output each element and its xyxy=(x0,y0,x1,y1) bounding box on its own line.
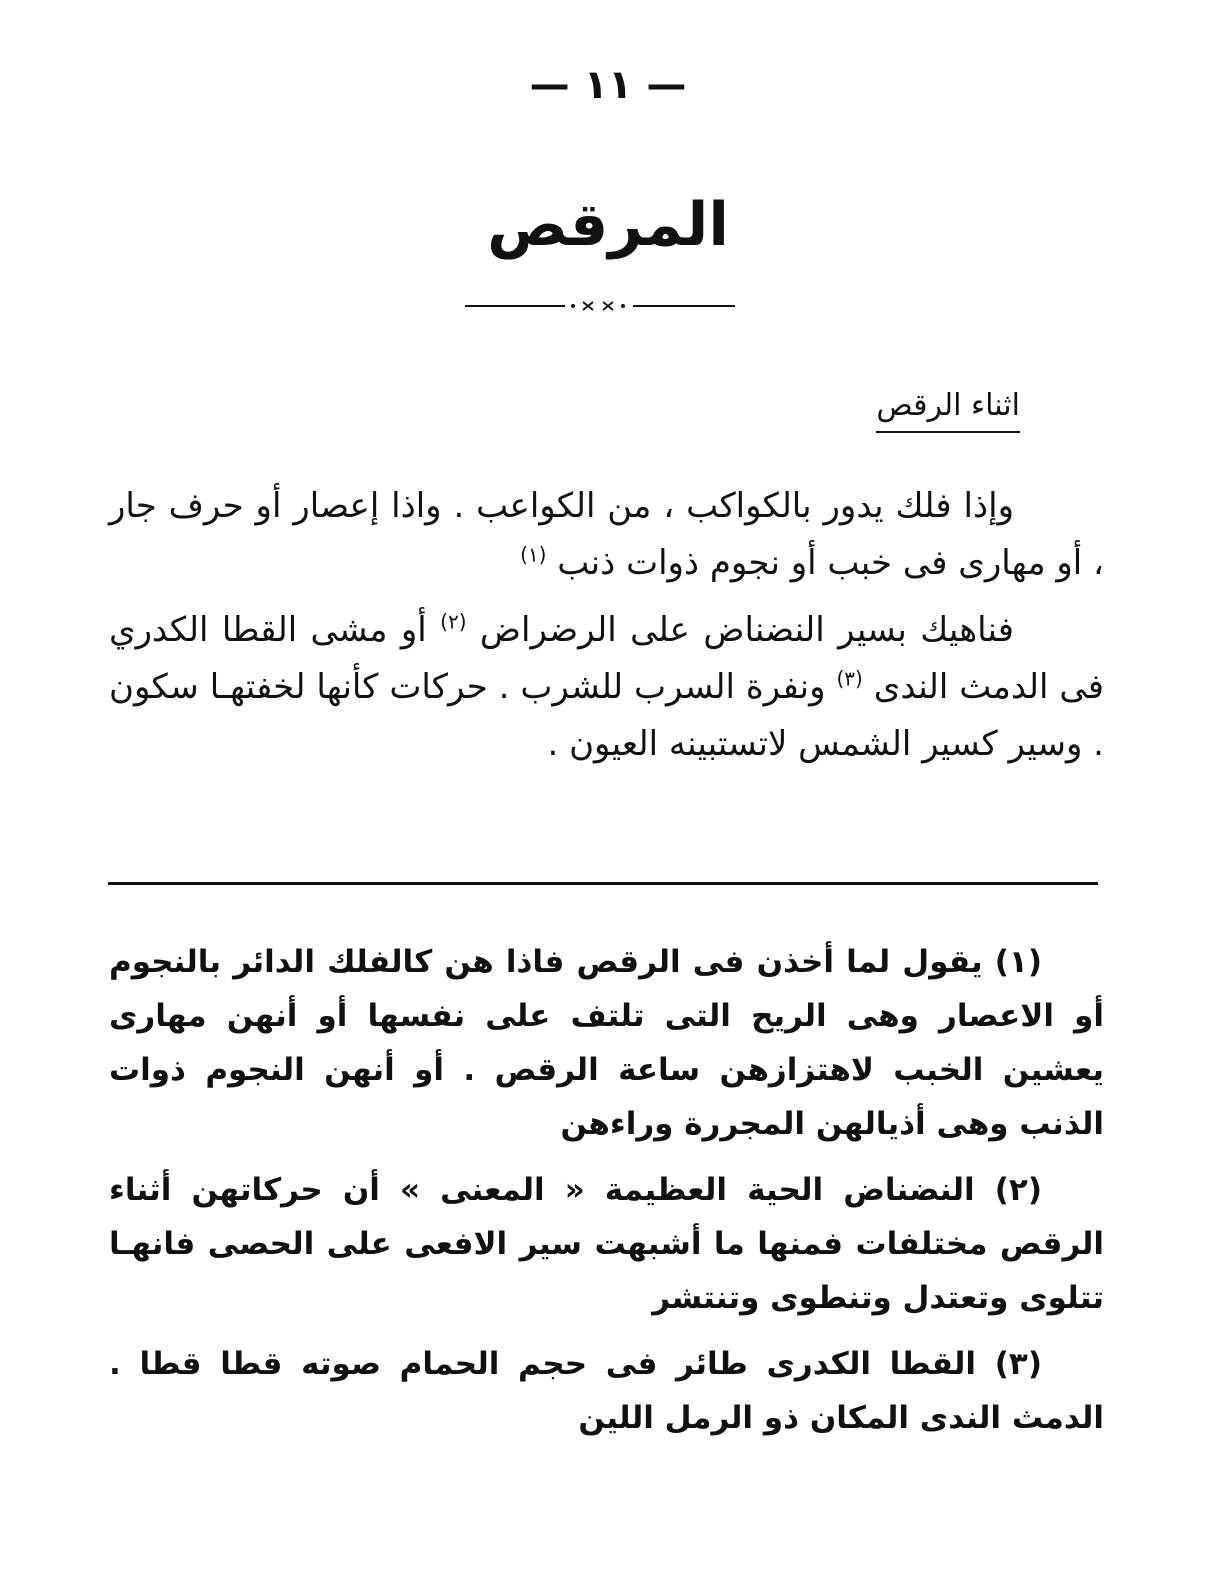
page-number: — ١١ — xyxy=(529,62,687,108)
footnote-ref-2: (٢) xyxy=(440,609,467,634)
stanza-text-continued: أو مشى القطا xyxy=(221,610,441,650)
footnote-ref-3: (٣) xyxy=(836,666,863,691)
footnote-3: (٣) القطا الكدرى طائر فى حجم الحمام صوته قطا قطا . الدمث الندى المكان ذو الرمل اللين xyxy=(109,1346,1104,1436)
footnotes xyxy=(109,935,1104,1457)
stanza-text: فناهيك بسير النضناض على الرضراض xyxy=(479,610,1014,650)
poem-stanza-1 xyxy=(109,478,1104,592)
footnote-2: (٢) النضناض الحية العظيمة « المعنى » أن حركاتهن أثناء الرقص مختلفات فمنها ما أشبهت سير الافعى على الحصى فانهـا تتلوى وتعتدل وتنطوى وتنتشر xyxy=(109,1172,1104,1316)
section-heading: اثناء الرقص xyxy=(876,388,1020,433)
stanza-text-continued: ونفرة السرب للشرب . حركات كأنها لخفتهـا سكون . وسير كسير الشمس لاتستبينه العيون . xyxy=(109,667,1104,764)
footnote-ref-1: (١) xyxy=(520,542,547,567)
title-ornament-divider xyxy=(465,300,735,312)
stanza-text: وإذا فلك يدور بالكواكب ، من الكواعب . واذا إعصار أو حرف جار ، أو مهارى فى خبب أو نجوم ذوات ذنب xyxy=(109,486,1104,583)
poem-stanza-2 xyxy=(109,602,1104,773)
poem-body xyxy=(109,478,1104,783)
footnote-separator xyxy=(108,882,1098,885)
stanza-text: الكدري فى الدمث الندى xyxy=(109,610,1105,707)
chapter-title: المرقص xyxy=(487,190,729,260)
footnote-1: (١) يقول لما أخذن فى الرقص فاذا هن كالفلك الدائر بالنجوم أو الاعصار وهى الريح التى تلتف على نفسها أو أنهن مهارى يعشين الخبب لاهتزازهن ساعة الرقص . أو أنهن النجوم ذوات الذنب وهى أذيالهن المجررة وراءهن xyxy=(109,944,1104,1142)
